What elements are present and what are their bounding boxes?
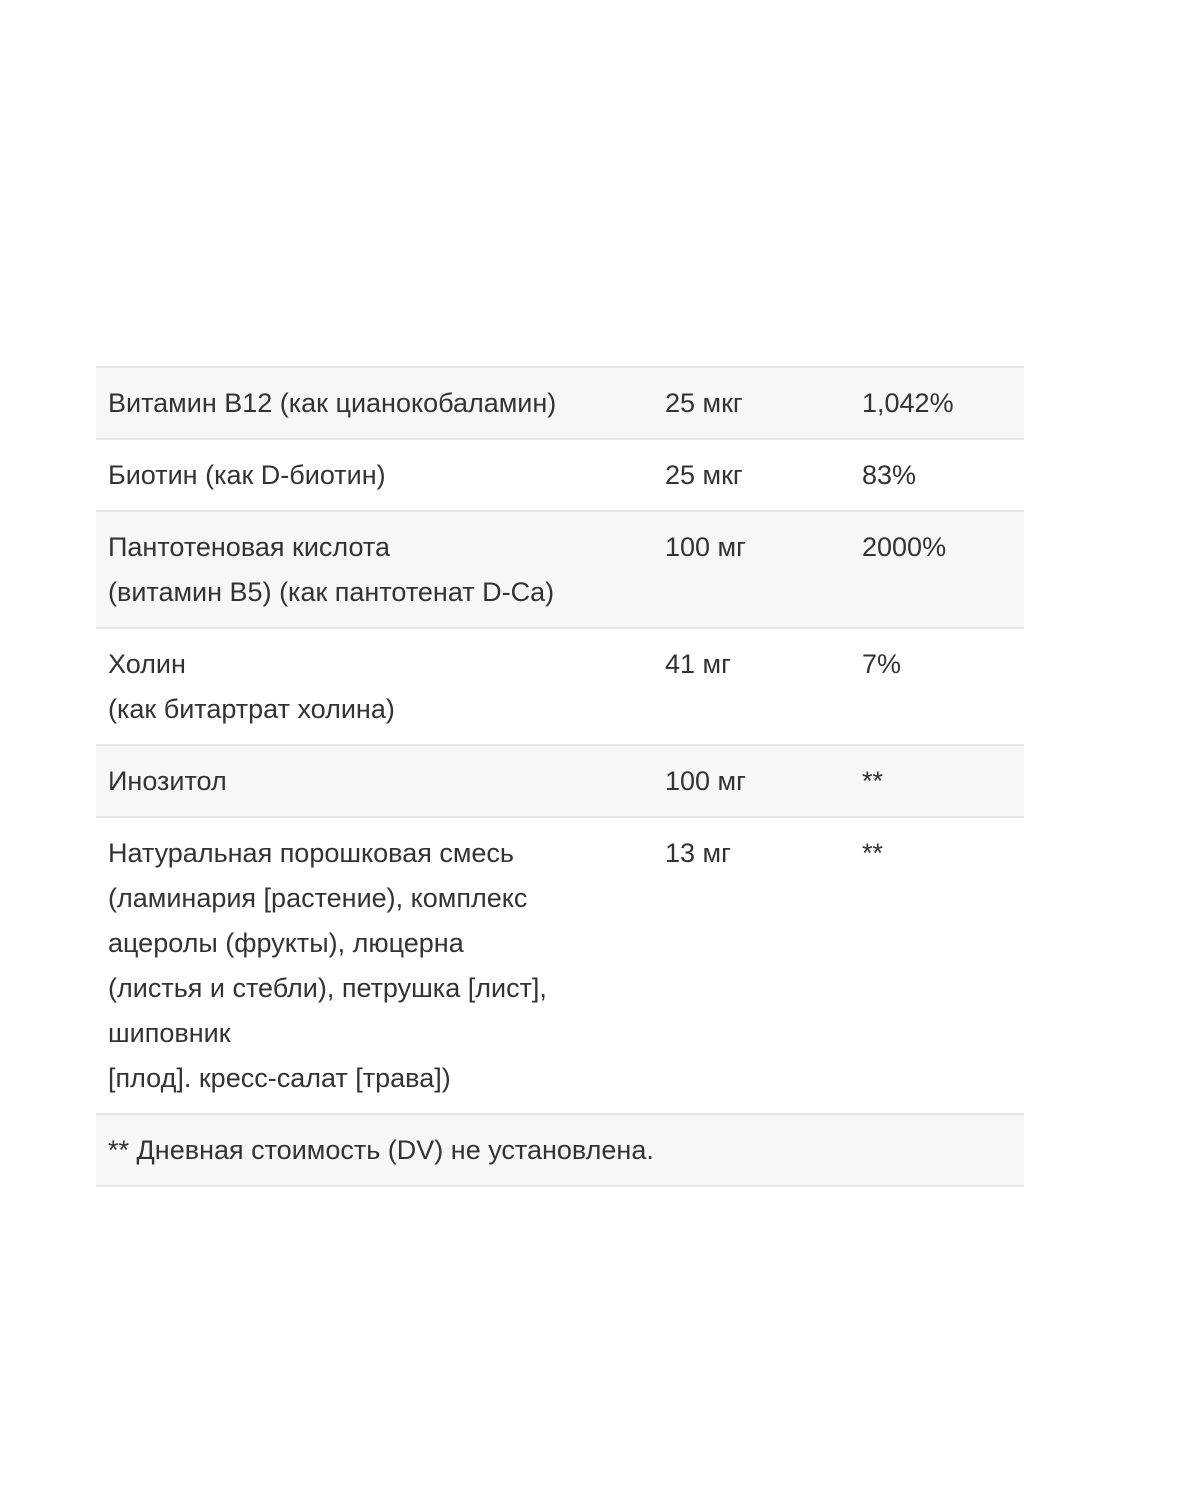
table-row <box>96 745 1024 817</box>
nutrient-name: Инозитол <box>96 745 665 817</box>
footnote-row <box>96 1114 1024 1186</box>
footnote: ** Дневная стоимость (DV) не установлена. <box>96 1114 1024 1186</box>
table-row <box>96 367 1024 439</box>
nutrient-name: Биотин (как D-биотин) <box>96 439 665 511</box>
nutrient-daily-value: 7% <box>862 628 1024 745</box>
nutrient-amount: 25 мкг <box>665 367 862 439</box>
table-row <box>96 511 1024 628</box>
nutrient-amount: 100 мг <box>665 511 862 628</box>
nutrient-amount: 13 мг <box>665 817 862 1114</box>
nutrient-daily-value: 1,042% <box>862 367 1024 439</box>
nutrient-amount: 41 мг <box>665 628 862 745</box>
nutrient-name: Холин (как битартрат холина) <box>96 628 665 745</box>
nutrient-amount: 25 мкг <box>665 439 862 511</box>
nutrient-name: Витамин B12 (как цианокобаламин) <box>96 367 665 439</box>
supplement-facts-table <box>96 366 1024 1187</box>
table-row <box>96 628 1024 745</box>
nutrient-name: Пантотеновая кислота (витамин B5) (как пантотенат D-Ca) <box>96 511 665 628</box>
table-row <box>96 439 1024 511</box>
nutrient-daily-value: ** <box>862 817 1024 1114</box>
nutrient-amount: 100 мг <box>665 745 862 817</box>
nutrient-daily-value: 83% <box>862 439 1024 511</box>
nutrient-daily-value: ** <box>862 745 1024 817</box>
nutrient-name: Натуральная порошковая смесь (ламинария [растение), комплекс ацеролы (фрукты), люцерна (листья и стебли), петрушка [лист], шиповник [плод]. кресс-салат [трава]) <box>96 817 665 1114</box>
nutrient-daily-value: 2000% <box>862 511 1024 628</box>
table-row <box>96 817 1024 1114</box>
